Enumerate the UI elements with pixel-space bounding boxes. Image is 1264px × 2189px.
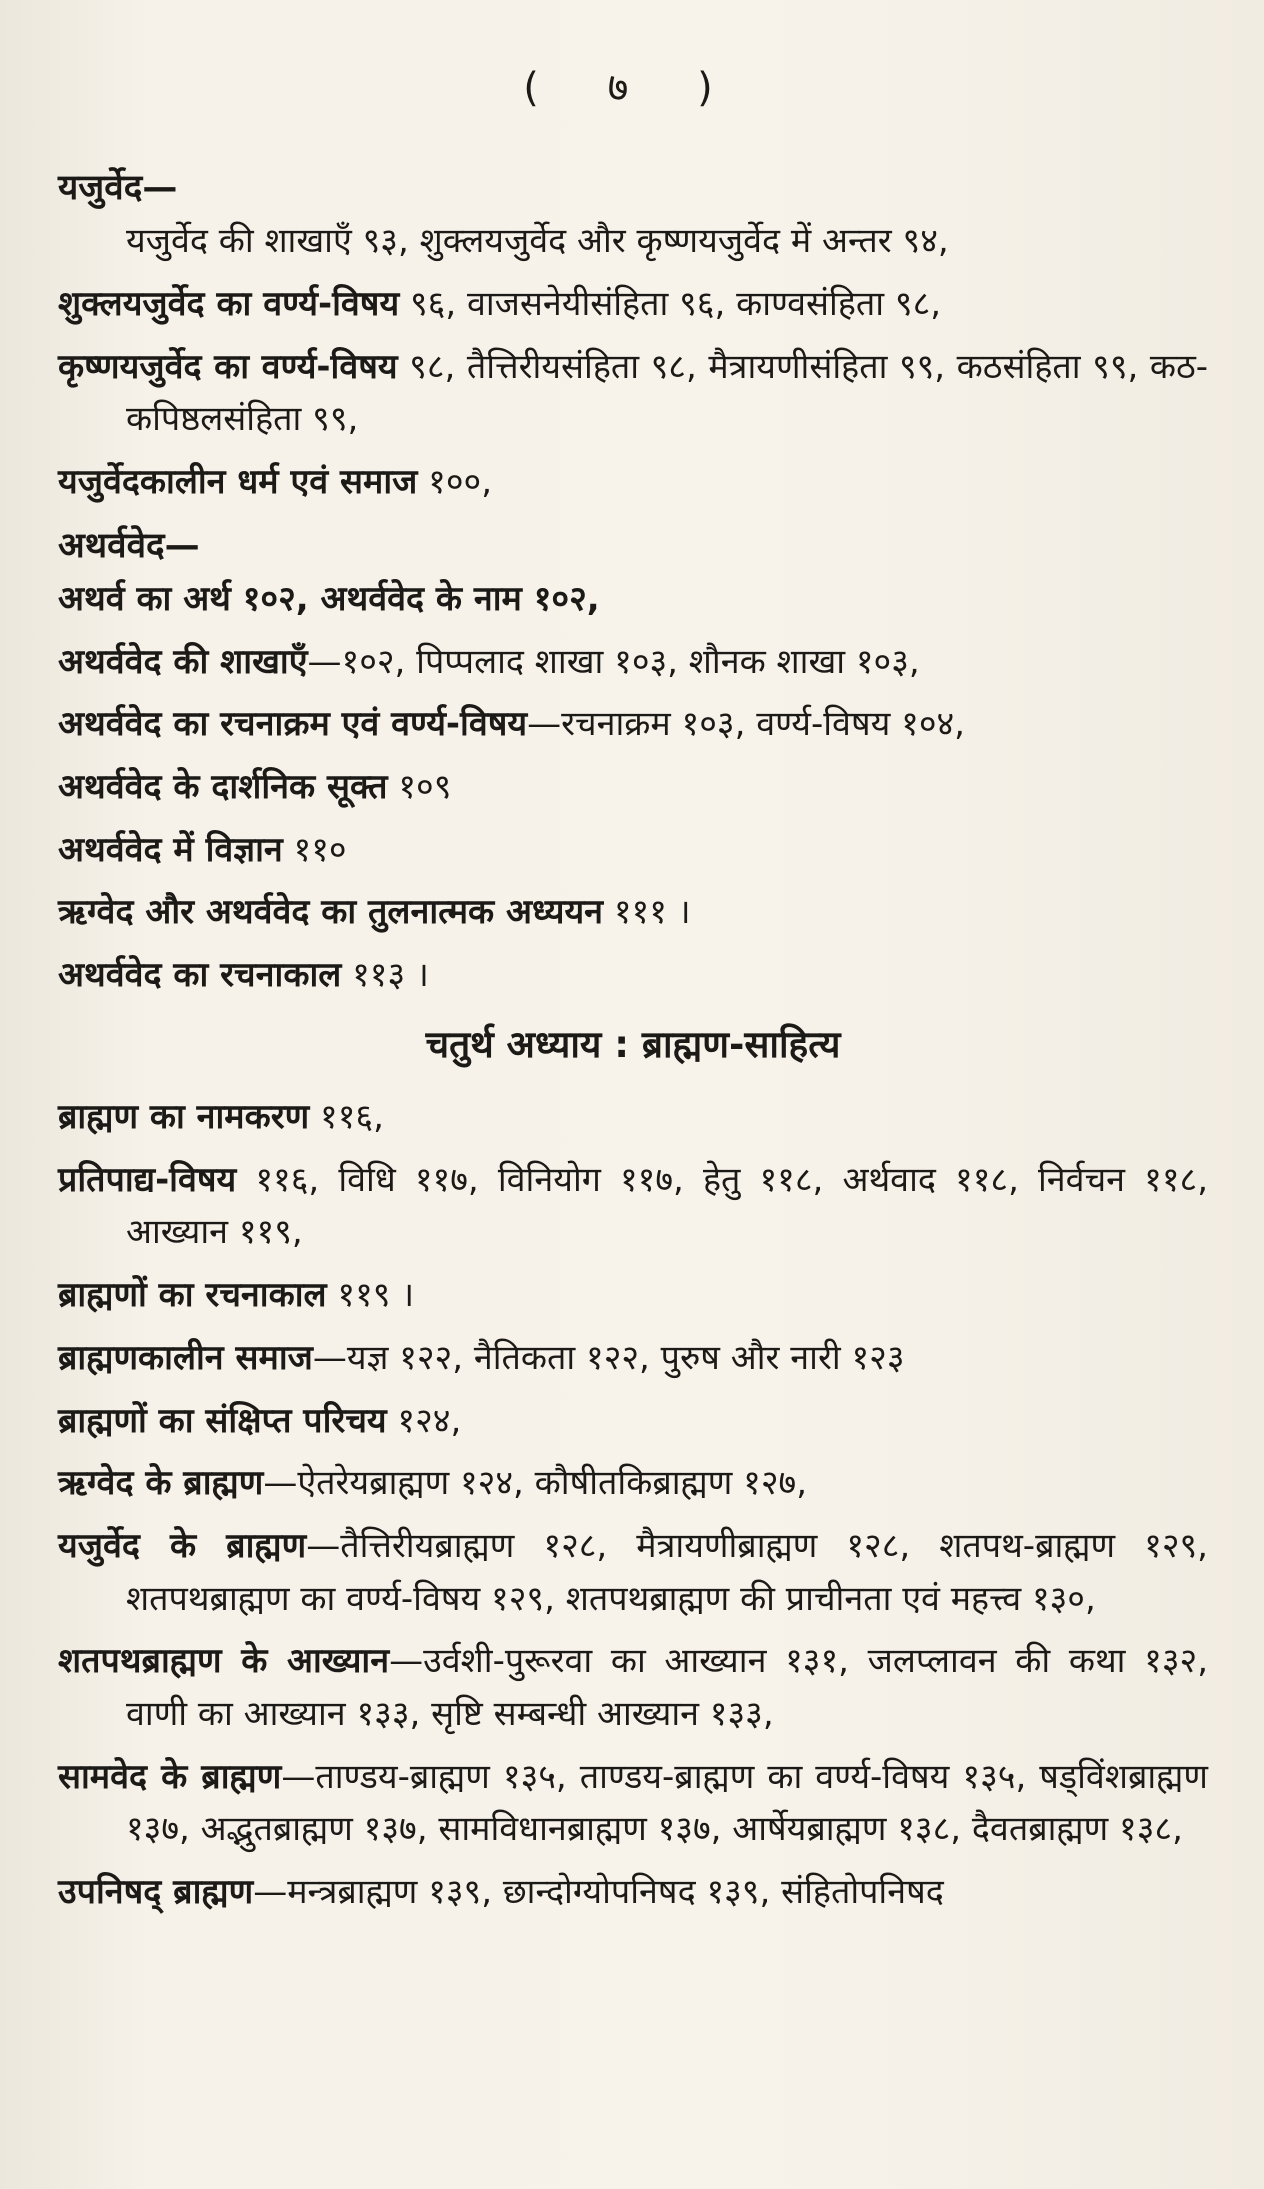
toc-entry-pages: ११३ । bbox=[341, 955, 429, 996]
toc-entry bbox=[58, 341, 1208, 446]
toc-entry-title: ब्राह्मणों का रचनाकाल bbox=[58, 1275, 327, 1316]
toc-entry-pages: १०९ bbox=[387, 767, 452, 807]
toc-entry bbox=[58, 824, 1208, 877]
toc-entry bbox=[58, 1520, 1208, 1625]
toc-entry-title: अथर्ववेद की शाखाएँ bbox=[58, 641, 308, 682]
section-heading-atharvaveda: अथर्ववेद— bbox=[58, 525, 200, 566]
toc-entry-pages: —ऐतरेयब्राह्मण १२४, कौषीतकिब्राह्मण १२७, bbox=[263, 1463, 808, 1504]
toc-entry-pages: ११६, bbox=[309, 1097, 384, 1138]
toc-entry bbox=[58, 1332, 1208, 1385]
toc-entry-pages: —तैत्तिरीयब्राह्मण १२८, मैत्रायणीब्राह्मण १२८, शतपथ-ब्राह्मण १२९, शतपथब्राह्मण का वर्ण्य-विषय १२९, शतपथब्राह्मण की प्राचीनता एवं महत्त्व १३०, bbox=[126, 1525, 1208, 1619]
toc-entry-pages: ९८, तैत्तिरीयसंहिता ९८, मैत्रायणीसंहिता ९९, कठसंहिता ९९, कठ-कपिष्ठलसंहिता ९९, bbox=[126, 346, 1208, 440]
toc-entry bbox=[58, 1751, 1208, 1856]
toc-entry bbox=[58, 636, 1208, 689]
toc-entry-title: शुक्लयजुर्वेद का वर्ण्य-विषय bbox=[58, 283, 400, 324]
toc-entry-pages: ११९ । bbox=[326, 1275, 415, 1316]
section-heading-yajurveda: यजुर्वेद— bbox=[58, 168, 178, 208]
toc-entry-title: शतपथब्राह्मण के आख्यान bbox=[58, 1641, 390, 1682]
toc-entry-pages: १२४, bbox=[386, 1400, 462, 1441]
toc-entry: अथर्व का अर्थ १०२, अथर्ववेद के नाम १०२, bbox=[58, 578, 600, 619]
toc-entry-title: अथर्ववेद का रचनाकाल bbox=[58, 955, 342, 996]
toc-entry-title: ऋग्वेद और अथर्ववेद का तुलनात्मक अध्ययन bbox=[58, 892, 604, 933]
toc-entry-pages: —उर्वशी-पुरूरवा का आख्यान १३१, जलप्लावन की कथा १३२, वाणी का आख्यान १३३, सृष्टि सम्बन्धी आख्यान १३३, bbox=[126, 1641, 1208, 1734]
toc-entry-pages: ११० bbox=[282, 829, 347, 870]
toc-entry bbox=[58, 1395, 1208, 1448]
toc-entry-pages: —ताण्डय-ब्राह्मण १३५, ताण्डय-ब्राह्मण का वर्ण्य-विषय १३५, षड्विंशब्राह्मण १३७, अद्भुतब्राह्मण १३७, सामविधानब्राह्मण १३७, आर्षेयब्राह्मण १३८, दैवतब्राह्मण १३८, bbox=[126, 1756, 1208, 1850]
toc-entry-title: उपनिषद् ब्राह्मण bbox=[58, 1872, 254, 1913]
toc-entry-pages: —यज्ञ १२२, नैतिकता १२२, पुरुष और नारी १२३ bbox=[312, 1337, 905, 1378]
toc-entry bbox=[58, 1091, 1208, 1144]
toc-entry bbox=[58, 886, 1208, 939]
toc-entry bbox=[58, 1866, 1208, 1919]
chapter-title: चतुर्थ अध्याय : ब्राह्मण-साहित्य bbox=[425, 1022, 841, 1066]
toc-entry-title: अथर्ववेद का रचनाक्रम एवं वर्ण्य-विषय bbox=[58, 704, 528, 745]
toc-entry-pages: १११ । bbox=[603, 892, 691, 933]
toc-entry: यजुर्वेद की शाखाएँ ९३, शुक्लयजुर्वेद और कृष्णयजुर्वेद में अन्तर ९४, bbox=[126, 221, 949, 262]
table-of-contents bbox=[58, 155, 1208, 1929]
toc-entry bbox=[58, 1154, 1208, 1259]
toc-entry-title: ब्राह्मण का नामकरण bbox=[58, 1097, 310, 1138]
toc-entry-pages: ९६, वाजसनेयीसंहिता ९६, काण्वसंहिता ९८, bbox=[399, 283, 942, 324]
toc-entry-title: यजुर्वेद के ब्राह्मण bbox=[58, 1525, 307, 1566]
toc-entry-pages: —१०२, पिप्पलाद शाखा १०३, शौनक शाखा १०३, bbox=[307, 641, 920, 682]
toc-entry bbox=[58, 278, 1208, 331]
toc-entry-pages: —मन्त्रब्राह्मण १३९, छान्दोग्योपनिषद १३९, संहितोपनिषद bbox=[253, 1872, 944, 1913]
toc-entry bbox=[58, 1269, 1208, 1322]
toc-entry bbox=[58, 761, 1208, 814]
toc-entry-title: कृष्णयजुर्वेद का वर्ण्य-विषय bbox=[58, 346, 398, 387]
toc-entry-title: यजुर्वेदकालीन धर्म एवं समाज bbox=[58, 462, 418, 502]
toc-entry bbox=[58, 456, 1208, 509]
toc-entry bbox=[58, 1635, 1208, 1740]
toc-entry bbox=[58, 1457, 1208, 1510]
toc-entry bbox=[58, 949, 1208, 1002]
toc-entry-title: सामवेद के ब्राह्मण bbox=[58, 1756, 282, 1797]
toc-entry-title: ब्राह्मणकालीन समाज bbox=[58, 1337, 313, 1378]
page-number: ( ७ ) bbox=[523, 65, 741, 111]
toc-entry-title: अथर्ववेद में विज्ञान bbox=[58, 829, 283, 870]
toc-entry-title: अथर्ववेद के दार्शनिक सूक्त bbox=[58, 767, 388, 807]
toc-entry-pages: —रचनाक्रम १०३, वर्ण्य-विषय १०४, bbox=[527, 704, 965, 745]
toc-entry bbox=[58, 698, 1208, 751]
toc-entry-pages: ११६, विधि ११७, विनियोग ११७, हेतु ११८, अर्थवाद ११८, निर्वचन ११८, आख्यान ११९, bbox=[126, 1159, 1208, 1253]
toc-entry-title: ऋग्वेद के ब्राह्मण bbox=[58, 1463, 264, 1504]
toc-entry-title: प्रतिपाद्य-विषय bbox=[58, 1159, 237, 1200]
toc-entry-title: ब्राह्मणों का संक्षिप्त परिचय bbox=[58, 1400, 387, 1441]
toc-entry-pages: १००, bbox=[417, 462, 493, 502]
